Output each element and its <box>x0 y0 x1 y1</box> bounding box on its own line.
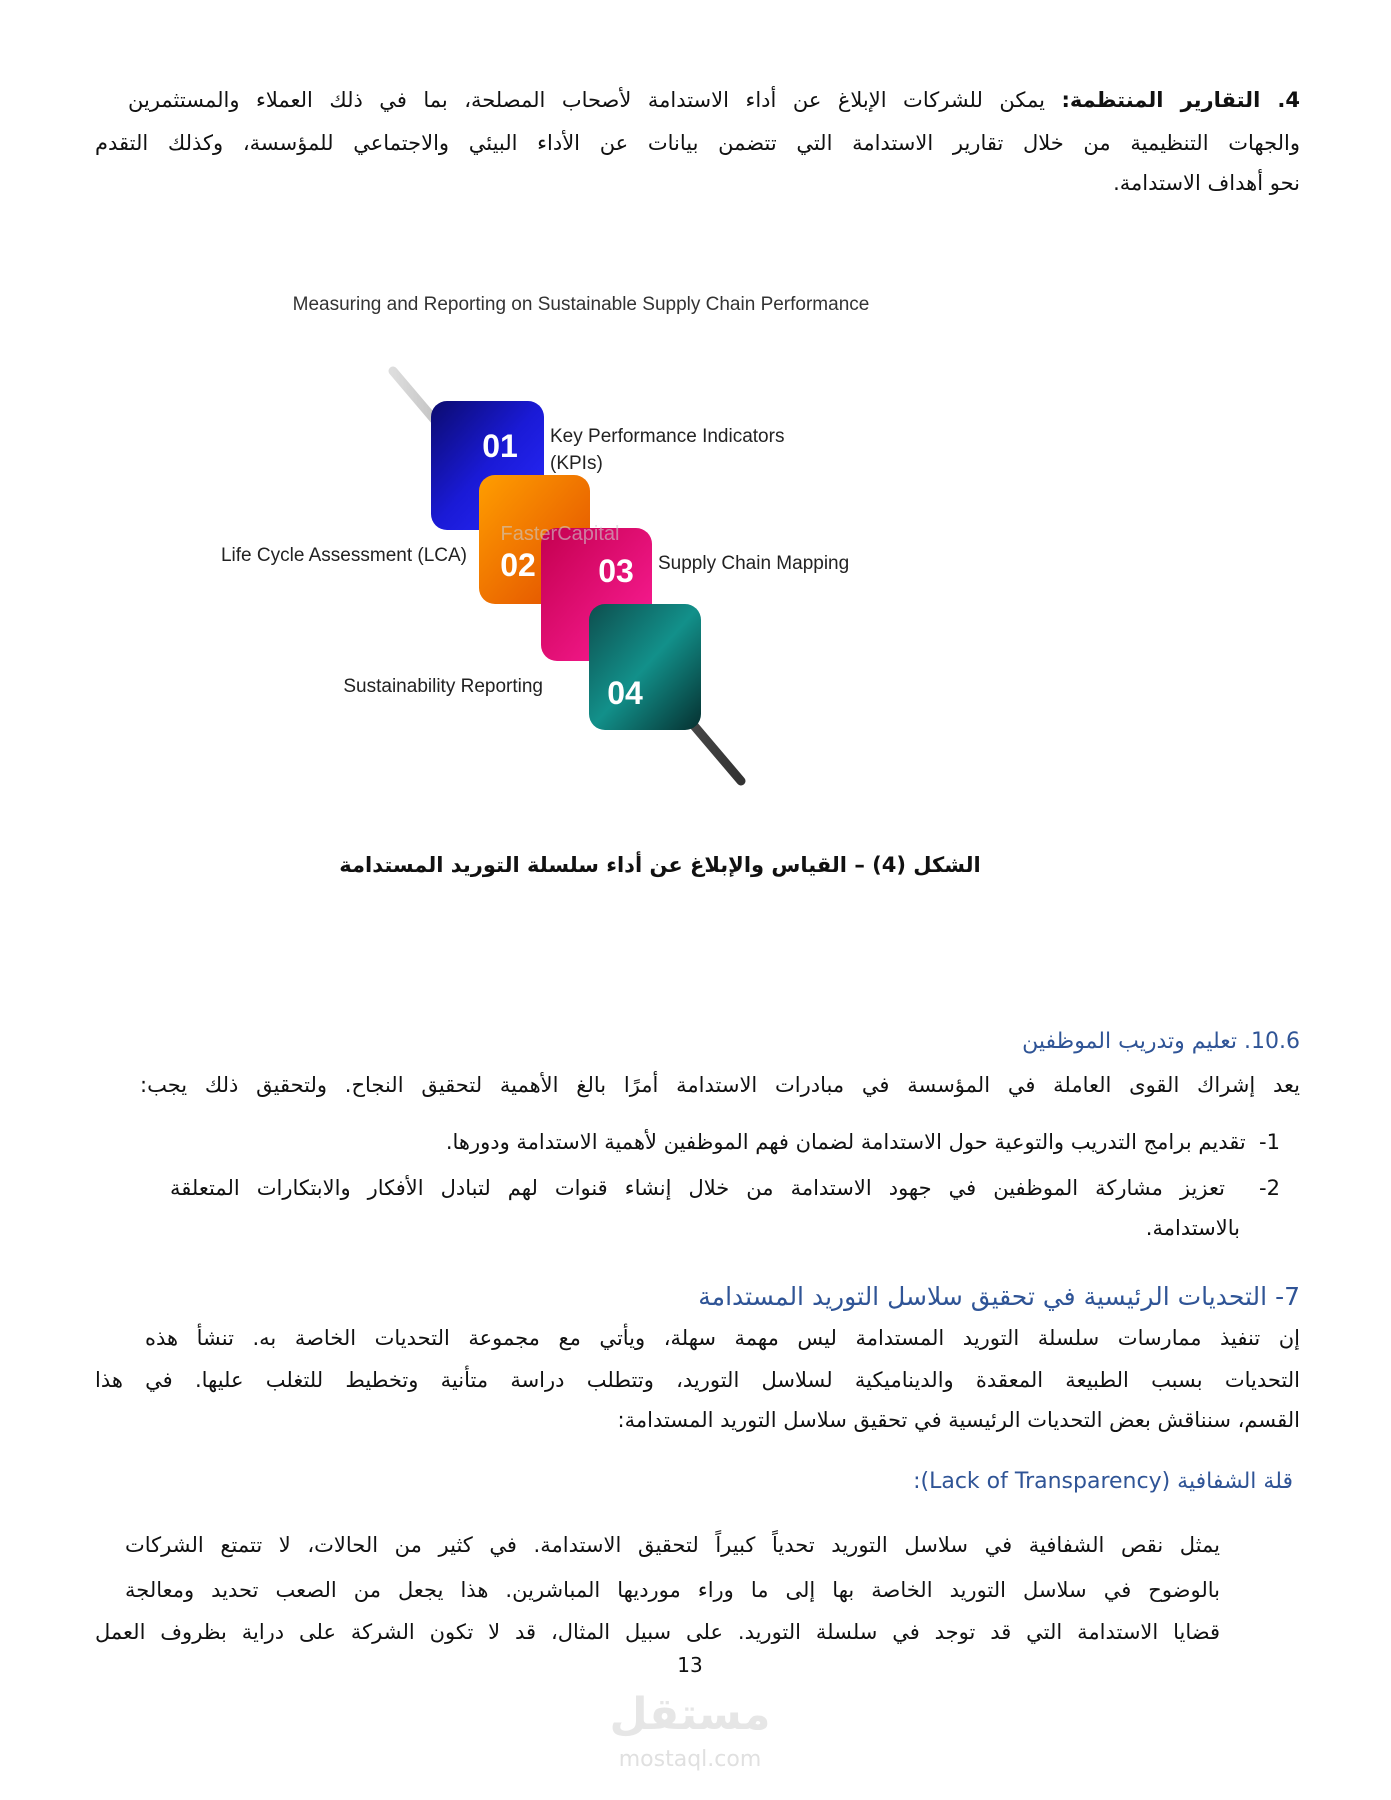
section-heading: 10.6. تعليم وتدريب الموظفين <box>1022 1029 1300 1054</box>
text: تعزيز مشاركة الموظفين في جهود الاستدامة من خلال إنشاء قنوات لهم لتبادل الأفكار والابتكارات المتعلقة <box>170 1176 1225 1200</box>
paragraph-line: والجهات التنظيمية من خلال تقارير الاستدامة التي تتضمن بيانات عن الأداء البيئي والاجتماعي للمؤسسة، وكذلك التقدم <box>95 131 1300 155</box>
page-number: 13 <box>677 1653 703 1677</box>
paragraph-line: القسم، سنناقش بعض التحديات الرئيسية في تحقيق سلاسل التوريد المستدامة: <box>617 1408 1300 1432</box>
paragraph-line: التحديات بسبب الطبيعة المعقدة والديناميكية لسلاسل التوريد، وتتطلب دراسة متأنية وتخطيط للتغلب عليها. في هذا <box>95 1368 1300 1392</box>
paragraph-line: قضايا الاستدامة التي قد توجد في سلسلة التوريد. على سبيل المثال، قد لا تكون الشركة على دراية بظروف العمل <box>95 1620 1220 1644</box>
section-heading: 7- التحديات الرئيسية في تحقيق سلاسل التوريد المستدامة <box>698 1282 1300 1311</box>
item-number: 03 <box>598 553 634 589</box>
item-lead: 4. التقارير المنتظمة: <box>1061 88 1300 112</box>
paragraph-line: يمثل نقص الشفافية في سلاسل التوريد تحدياً كبيراً لتحقيق الاستدامة. في كثير من الحالات، لا تتمتع الشركات <box>125 1533 1220 1557</box>
paragraph-line: إن تنفيذ ممارسات سلسلة التوريد المستدامة ليس مهمة سهلة، ويأتي مع مجموعة التحديات الخاصة به. تنشأ هذه <box>145 1326 1300 1350</box>
item-number: 02 <box>500 547 536 583</box>
watermark-logo: FasterCapital <box>500 523 620 545</box>
sub-heading: قلة الشفافية (Lack of Transparency): <box>913 1469 1293 1494</box>
item-label: Supply Chain Mapping <box>658 553 850 574</box>
figure-title: Measuring and Reporting on Sustainable Supply Chain Performance <box>292 294 870 315</box>
text: تقديم برامج التدريب والتوعية حول الاستدامة لضمان فهم الموظفين لأهمية الاستدامة ودورها. <box>445 1130 1246 1154</box>
paragraph-line: يعد إشراك القوى العاملة في المؤسسة في مبادرات الاستدامة أمرًا بالغ الأهمية لتحقيق النجاح. ولتحقيق ذلك يجب: <box>140 1073 1300 1097</box>
item-label: (KPIs) <box>550 453 603 474</box>
box-04 <box>589 604 701 730</box>
item-number: 04 <box>607 675 643 711</box>
list-number: 2- <box>1259 1176 1280 1200</box>
watermark-logo: مستقل <box>609 1689 771 1740</box>
figure-caption: الشكل (4) – القياس والإبلاغ عن أداء سلسلة التوريد المستدامة <box>339 853 981 877</box>
list-item <box>170 1173 1280 1203</box>
item-label: Life Cycle Assessment (LCA) <box>220 545 467 566</box>
list-item <box>200 1127 1280 1157</box>
paragraph-line: بالوضوح في سلاسل التوريد الخاصة بها إلى ما وراء مورديها المباشرين. هذا يجعل من الصعب تحديد ومعالجة <box>125 1578 1220 1602</box>
item-number: 01 <box>482 428 518 464</box>
list-item-continued: بالاستدامة. <box>1145 1216 1240 1240</box>
list-number: 1- <box>1259 1130 1280 1154</box>
paragraph-line: نحو أهداف الاستدامة. <box>1113 171 1300 195</box>
item-label: Key Performance Indicators <box>550 426 785 447</box>
item-label: Sustainability Reporting <box>343 676 543 697</box>
watermark-url: mostaql.com <box>618 1747 762 1772</box>
text: يمكن للشركات الإبلاغ عن أداء الاستدامة لأصحاب المصلحة، بما في ذلك العملاء والمستثمرين <box>128 88 1045 112</box>
